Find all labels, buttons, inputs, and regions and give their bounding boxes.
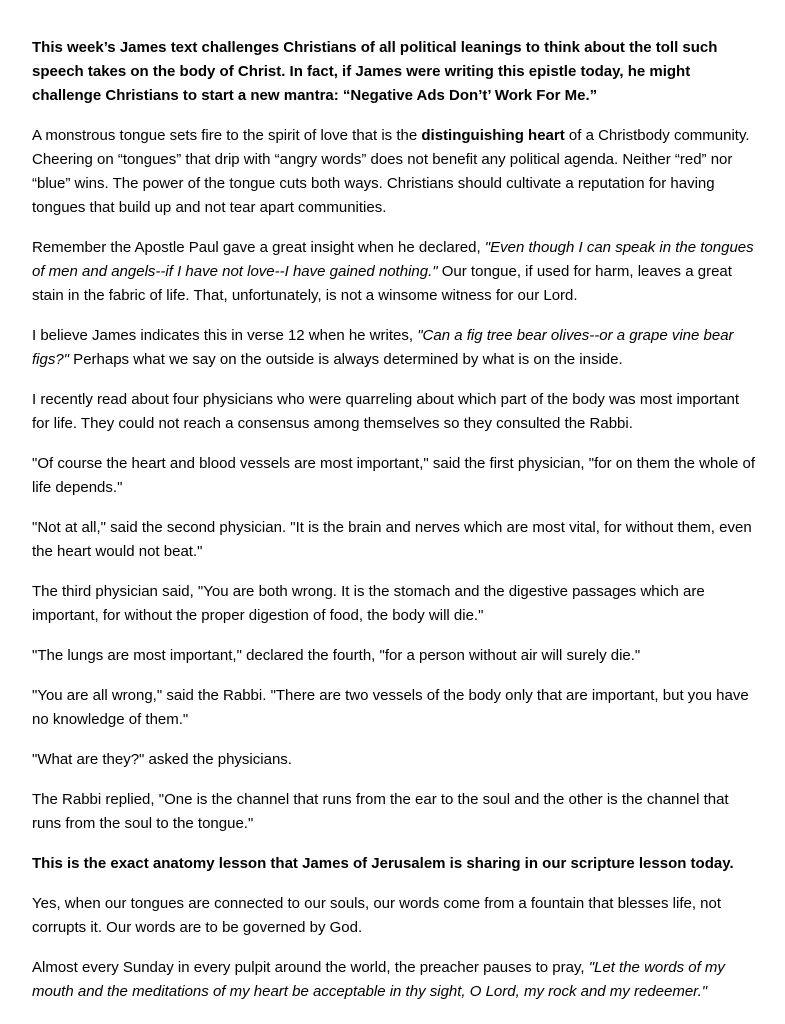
anatomy-lesson-paragraph: This is the exact anatomy lesson that James of Jerusalem is sharing in our scripture lesson today. [32,855,734,872]
intro-paragraph: This week’s James text challenges Christians of all political leanings to think about the toll such speech takes on the body of Christ. In fact, if James were writing this epistle today, he might challenge Christians to start a new mantra: “Negative Ads Don’t’ Work For Me.” [32,39,718,104]
rabbi-answer-paragraph: The Rabbi replied, "One is the channel that runs from the ear to the soul and the other is the channel that runs from the soul to the tongue." [32,791,729,832]
paragraph-text: Remember the Apostle Paul gave a great insight when he declared, [32,239,485,256]
scripture-quote: "Let the words of my mouth and the meditations of my heart be acceptable in thy sight, O Lord, my rock and my redeemer." [32,959,725,1000]
scripture-quote: "Even though I can speak in the tongues of men and angels--if I have not love--I have gained nothing." [32,239,754,280]
first-physician-paragraph: "Of course the heart and blood vessels are most important," said the first physician, "for on them the whole of life depends." [32,455,756,496]
rabbi-reply-paragraph: "You are all wrong," said the Rabbi. "There are two vessels of the body only that are important, but you have no knowledge of them." [32,687,749,728]
fourth-physician-paragraph: "The lungs are most important," declared the fourth, "for a person without air will surely die." [32,647,641,664]
verse-12-paragraph [32,324,760,372]
monstrous-tongue-paragraph [32,124,760,220]
bold-phrase: distinguishing heart [421,127,565,144]
paragraph-text: Almost every Sunday in every pulpit around the world, the preacher pauses to pray, [32,959,589,976]
paul-quote-paragraph [32,236,760,308]
document-page [32,36,760,1020]
paragraph-text: Perhaps what we say on the outside is always determined by what is on the inside. [69,351,623,368]
scripture-quote: "Can a fig tree bear olives--or a grape vine bear figs?" [32,327,734,368]
souls-paragraph: Yes, when our tongues are connected to our souls, our words come from a fountain that blesses life, not corrupts it. Our words are to be governed by God. [32,895,722,936]
prayer-paragraph [32,956,760,1004]
paragraph-text: of a Christbody community. Cheering on “tongues” that drip with “angry words” does not benefit any political agenda. Neither “red” nor “blue” wins. The power of the tongue cuts both ways. Christians should cultivate a reputation for having tongues that build up and not tear apart communities. [32,127,750,216]
physicians-question-paragraph: "What are they?" asked the physicians. [32,751,292,768]
paragraph-text: Our tongue, if used for harm, leaves a great stain in the fabric of life. That, unfortunately, is not a winsome witness for our Lord. [32,263,732,304]
paragraph-text: I believe James indicates this in verse 12 when he writes, [32,327,418,344]
physicians-intro-paragraph: I recently read about four physicians who were quarreling about which part of the body was most important for life. They could not reach a consensus among themselves so they consulted the Rabbi. [32,391,740,432]
paragraph-text: A monstrous tongue sets fire to the spirit of love that is the [32,127,422,144]
third-physician-paragraph: The third physician said, "You are both wrong. It is the stomach and the digestive passages which are important, for without the proper digestion of food, the body will die." [32,583,705,624]
second-physician-paragraph: "Not at all," said the second physician. "It is the brain and nerves which are most vital, for without them, even the heart would not beat." [32,519,752,560]
